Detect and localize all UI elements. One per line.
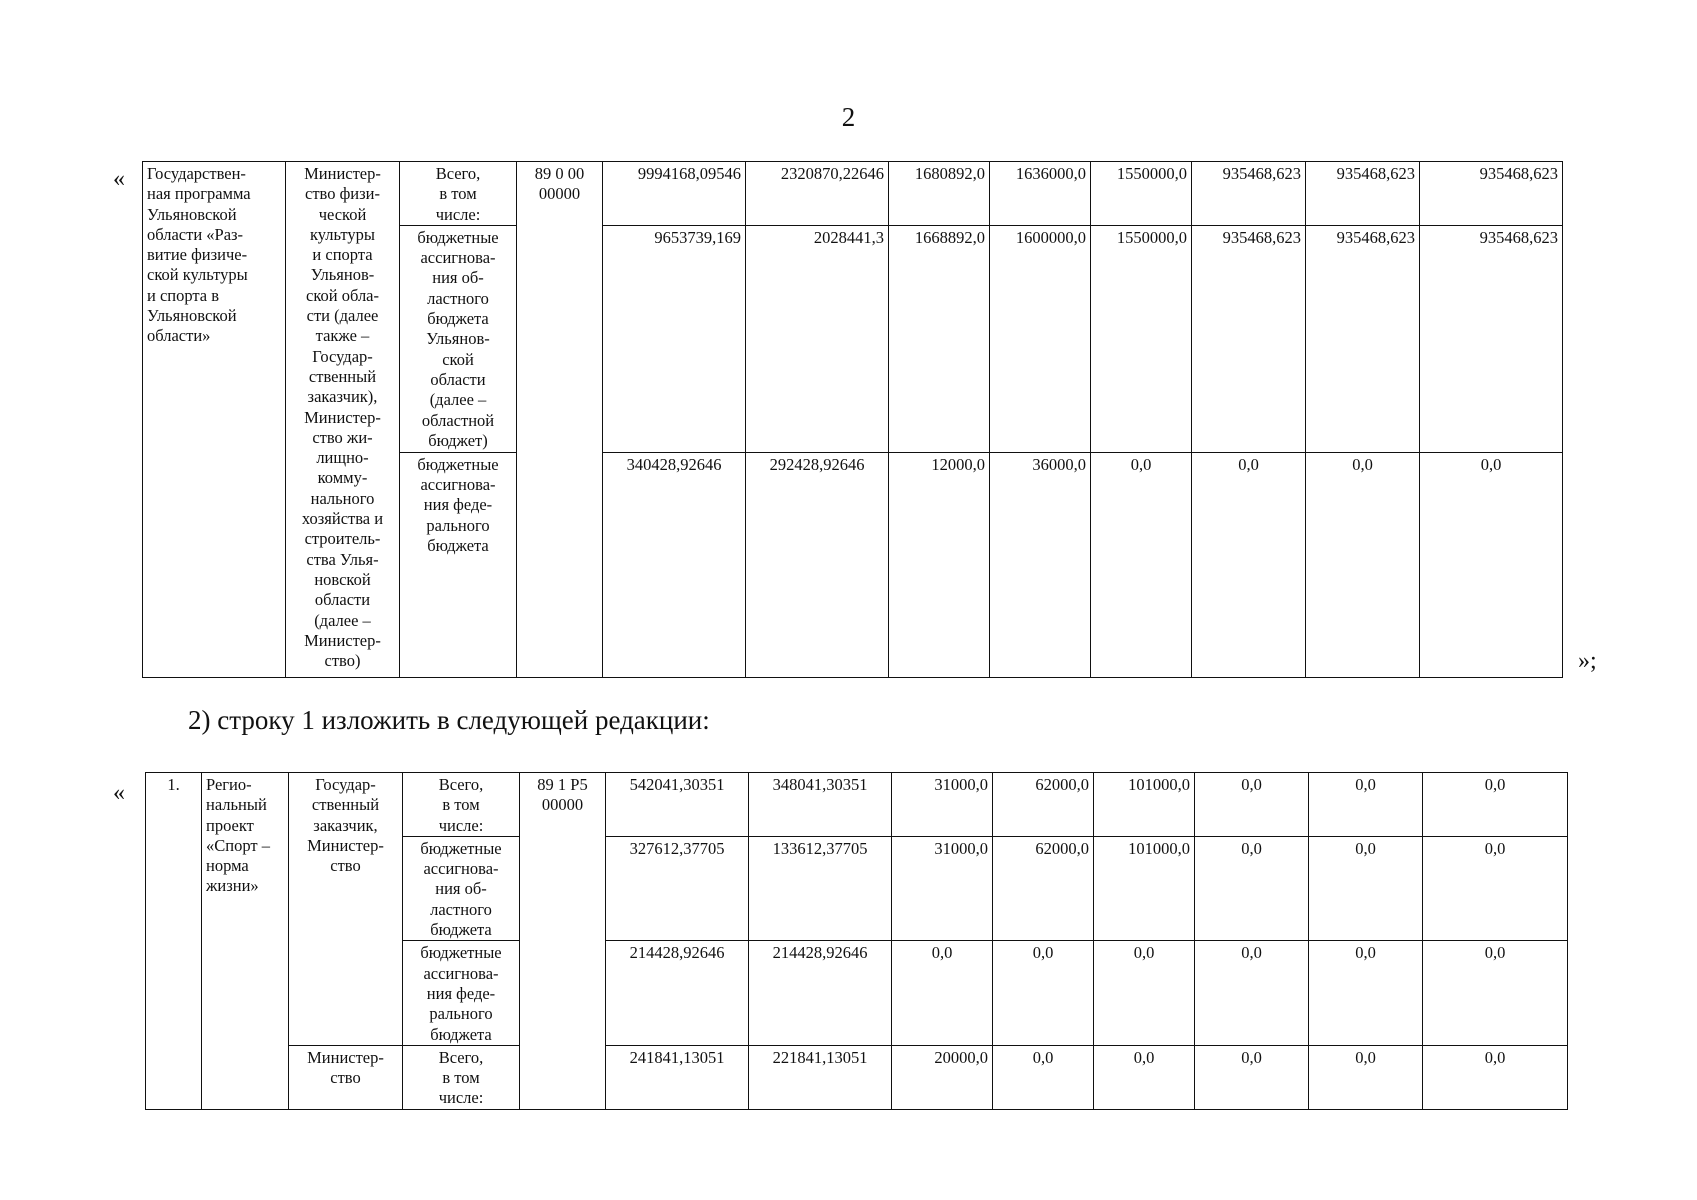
- value-cell: 20000,0: [892, 1045, 993, 1109]
- value-cell: 1680892,0: [889, 162, 990, 226]
- value-cell: 133612,37705: [749, 836, 892, 940]
- value-cell: 62000,0: [993, 773, 1094, 837]
- value-cell: 31000,0: [892, 773, 993, 837]
- value-cell: 214428,92646: [606, 941, 749, 1045]
- value-cell: 9653739,169: [603, 225, 746, 452]
- budget-code-cell: 89 1 Р5 00000: [520, 773, 606, 1110]
- value-cell: 31000,0: [892, 836, 993, 940]
- value-cell: 241841,13051: [606, 1045, 749, 1109]
- value-cell: 935468,623: [1306, 162, 1420, 226]
- value-cell: 0,0: [1091, 452, 1192, 677]
- source-cell: Всего, в том числе:: [403, 1045, 520, 1109]
- value-cell: 101000,0: [1094, 773, 1195, 837]
- value-cell: 0,0: [1309, 836, 1423, 940]
- row-number-cell: 1.: [146, 773, 202, 1110]
- project-name-cell: Регио- нальный проект «Спорт – норма жизни»: [202, 773, 289, 1110]
- value-cell: 0,0: [1423, 773, 1568, 837]
- source-cell: Всего, в том числе:: [400, 162, 517, 226]
- value-cell: 0,0: [1195, 836, 1309, 940]
- value-cell: 935468,623: [1420, 162, 1563, 226]
- value-cell: 101000,0: [1094, 836, 1195, 940]
- value-cell: 0,0: [1306, 452, 1420, 677]
- value-cell: 12000,0: [889, 452, 990, 677]
- value-cell: 935468,623: [1192, 225, 1306, 452]
- value-cell: 935468,623: [1306, 225, 1420, 452]
- value-cell: 214428,92646: [749, 941, 892, 1045]
- value-cell: 221841,13051: [749, 1045, 892, 1109]
- value-cell: 1550000,0: [1091, 162, 1192, 226]
- table-row: [146, 1045, 1568, 1109]
- customer-cell: Государ- ственный заказчик, Министер- ство: [289, 773, 403, 1046]
- project-table: [145, 772, 1568, 1110]
- table-row: [146, 773, 1568, 837]
- source-cell: бюджетные ассигнова- ния феде- рального бюджета: [400, 452, 517, 677]
- value-cell: 0,0: [1192, 452, 1306, 677]
- value-cell: 0,0: [1195, 941, 1309, 1045]
- value-cell: 0,0: [1423, 941, 1568, 1045]
- value-cell: 1636000,0: [990, 162, 1091, 226]
- value-cell: 0,0: [1094, 1045, 1195, 1109]
- value-cell: 0,0: [1423, 1045, 1568, 1109]
- closing-quote: »;: [1578, 648, 1597, 674]
- program-name-cell: Государствен- ная программа Ульяновской области «Раз- витие физиче- ской культуры и спорта в Ульяновской области»: [143, 162, 286, 678]
- value-cell: 0,0: [993, 941, 1094, 1045]
- value-cell: 0,0: [1094, 941, 1195, 1045]
- value-cell: 327612,37705: [606, 836, 749, 940]
- value-cell: 292428,92646: [746, 452, 889, 677]
- value-cell: 0,0: [1423, 836, 1568, 940]
- source-cell: Всего, в том числе:: [403, 773, 520, 837]
- customer-cell: Министер- ство: [289, 1045, 403, 1109]
- value-cell: 0,0: [1309, 773, 1423, 837]
- budget-code-cell: 89 0 00 00000: [517, 162, 603, 678]
- opening-quote-2: «: [113, 780, 125, 806]
- value-cell: 62000,0: [993, 836, 1094, 940]
- value-cell: 348041,30351: [749, 773, 892, 837]
- opening-quote: «: [113, 166, 125, 192]
- value-cell: 0,0: [1195, 1045, 1309, 1109]
- value-cell: 1668892,0: [889, 225, 990, 452]
- value-cell: 935468,623: [1420, 225, 1563, 452]
- value-cell: 0,0: [892, 941, 993, 1045]
- source-cell: бюджетные ассигнова- ния феде- рального бюджета: [403, 941, 520, 1045]
- value-cell: 0,0: [1309, 1045, 1423, 1109]
- customer-cell: Министер- ство физи- ческой культуры и спорта Ульянов- ской обла- сти (далее также – Государ- ственный заказчик), Министер- ство жи- лищно- комму- нального хозяйства и строитель- ства Улья- новской области (далее – Министер- ство): [286, 162, 400, 678]
- source-cell: бюджетные ассигнова- ния об- ластного бюджета: [403, 836, 520, 940]
- value-cell: 340428,92646: [603, 452, 746, 677]
- value-cell: 2320870,22646: [746, 162, 889, 226]
- value-cell: 9994168,09546: [603, 162, 746, 226]
- value-cell: 542041,30351: [606, 773, 749, 837]
- amendment-paragraph: 2) строку 1 изложить в следующей редакции:: [188, 705, 710, 735]
- value-cell: 0,0: [1309, 941, 1423, 1045]
- value-cell: 1600000,0: [990, 225, 1091, 452]
- value-cell: 935468,623: [1192, 162, 1306, 226]
- page-number: 2: [841, 102, 856, 132]
- source-cell: бюджетные ассигнова- ния об- ластного бюджета Ульянов- ской области (далее – областной бюджет): [400, 225, 517, 452]
- value-cell: 0,0: [1195, 773, 1309, 837]
- table-row: [143, 162, 1563, 226]
- value-cell: 0,0: [993, 1045, 1094, 1109]
- value-cell: 2028441,3: [746, 225, 889, 452]
- value-cell: 0,0: [1420, 452, 1563, 677]
- value-cell: 1550000,0: [1091, 225, 1192, 452]
- program-table: [142, 161, 1563, 678]
- value-cell: 36000,0: [990, 452, 1091, 677]
